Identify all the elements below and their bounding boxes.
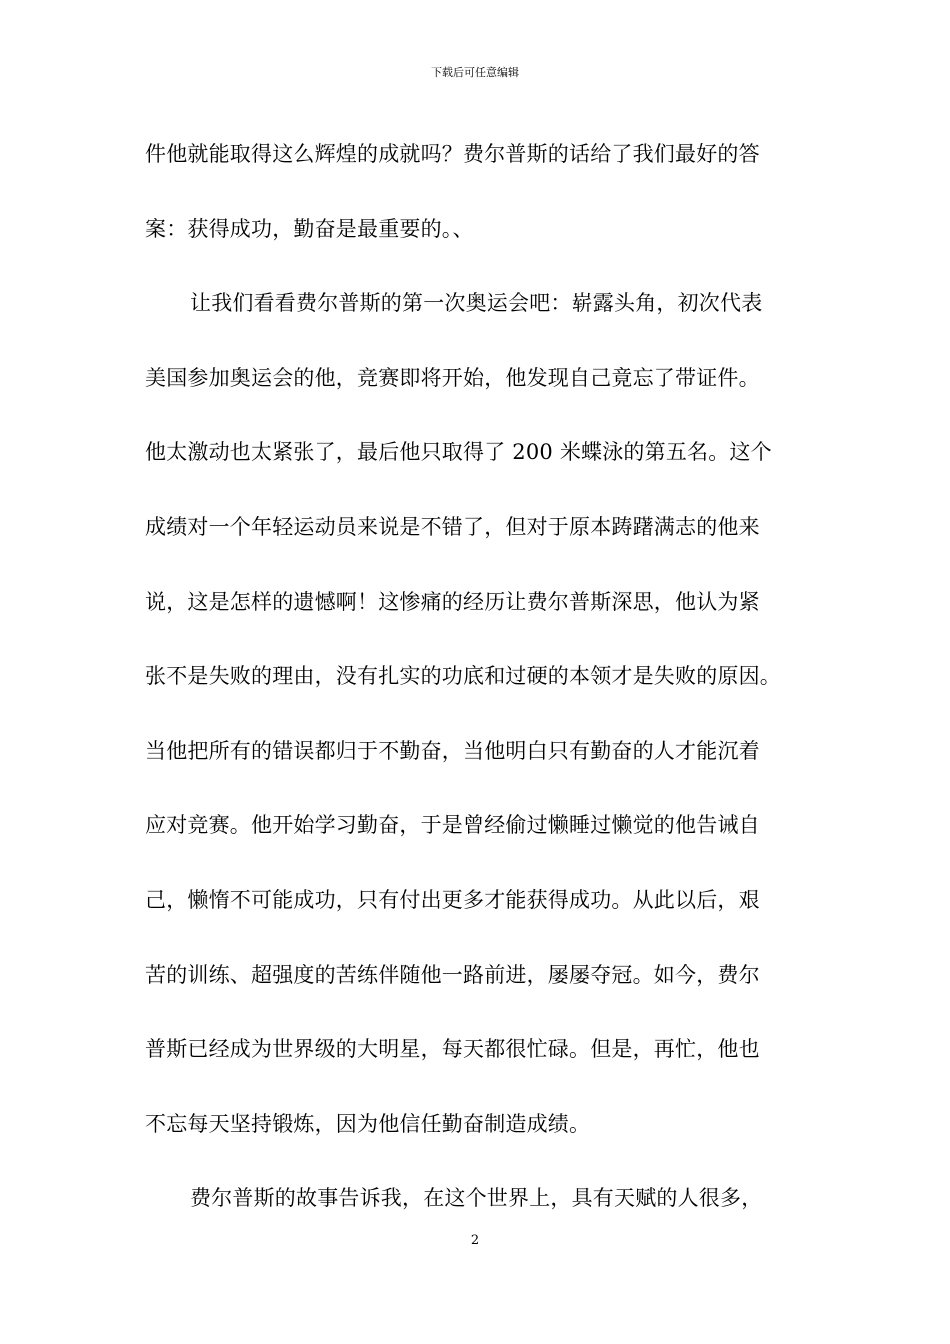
text-line: 案：获得成功，勤奋是最重要的。、 <box>145 216 474 241</box>
paragraph-start-line: 费尔普斯的故事告诉我，在这个世界上，具有天赋的人很多， <box>190 1186 763 1211</box>
text-line: 当他把所有的错误都归于不勤奋，当他明白只有勤奋的人才能沉着 <box>145 738 760 763</box>
text-line: 成绩对一个年轻运动员来说是不错了，但对于原本踌躇满志的他来 <box>145 514 760 539</box>
paragraph-start-line: 让我们看看费尔普斯的第一次奥运会吧：崭露头角，初次代表 <box>190 291 763 316</box>
text-line: 普斯已经成为世界级的大明星，每天都很忙碌。但是，再忙，他也 <box>145 1037 760 1062</box>
text-line: 他太激动也太紧张了，最后他只取得了 200 米蝶泳的第五名。这个 <box>145 440 772 465</box>
text-line: 应对竞赛。他开始学习勤奋，于是曾经偷过懒睡过懒觉的他告诫自 <box>145 813 760 838</box>
text-line: 张不是失败的理由，没有扎实的功底和过硬的本领才是失败的原因。 <box>145 664 781 689</box>
text-line: 不忘每天坚持锻炼，因为他信任勤奋制造成绩。 <box>145 1111 591 1136</box>
page-header: 下载后可任意编辑 <box>431 66 519 79</box>
text-line: 己，懒惰不可能成功，只有付出更多才能获得成功。从此以后，艰 <box>145 887 760 912</box>
body-text <box>145 131 825 1250</box>
text-line: 说，这是怎样的遗憾啊！这惨痛的经历让费尔普斯深思，他认为紧 <box>145 589 760 614</box>
text-line: 美国参加奥运会的他，竞赛即将开始，他发现自己竟忘了带证件。 <box>145 365 760 390</box>
text-line: 苦的训练、超强度的苦练伴随他一路前进，屡屡夺冠。如今，费尔 <box>145 962 760 987</box>
page-number: 2 <box>470 1233 480 1248</box>
text-line: 件他就能取得这么辉煌的成就吗？费尔普斯的话给了我们最好的答 <box>145 142 760 166</box>
